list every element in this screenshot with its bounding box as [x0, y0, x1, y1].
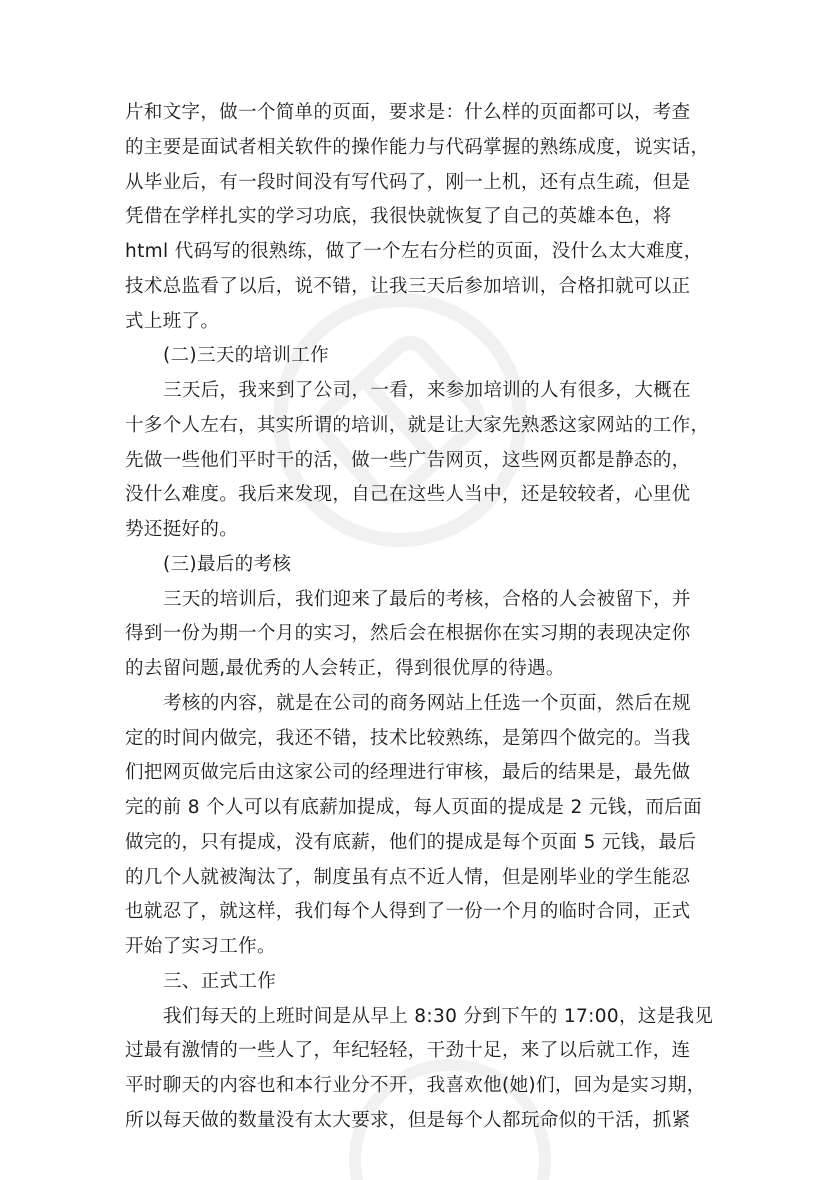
text-line: 平时聊天的内容也和本行业分不开，我喜欢他(她)们，回为是实习期，	[125, 1075, 706, 1096]
text-line: 我们每天的上班时间是从早上 8:30 分到下午的 17:00，这是我见	[163, 1005, 714, 1027]
text-line: 的主要是面试者相关软件的操作能力与代码掌握的熟练成度，说实话，	[125, 136, 710, 158]
text-line: html 代码写的很熟练，做了一个左右分栏的页面，没什么太大难度，	[125, 241, 703, 262]
section-heading: (三)最后的考核	[163, 553, 292, 575]
text-line: 所以每天做的数量没有太大要求，但是每个人都玩命似的干活，抓紧	[125, 1109, 691, 1131]
text-line: 定的时间内做完，我还不错，技术比较熟练，是第四个做完的。当我	[125, 727, 691, 749]
text-line: 没什么难度。我后来发现，自己在这些人当中，还是较较者，心里优	[125, 484, 691, 506]
text-line: 片和文字，做一个简单的页面，要求是：什么样的页面都可以，考查	[125, 102, 691, 123]
document-body	[125, 96, 715, 1139]
text-line: 做完的，只有提成，没有底薪，他们的提成是每个页面 5 元钱，最后	[125, 831, 697, 853]
text-line: 凭借在学样扎实的学习功底，我很快就恢复了自己的英雄本色，将	[125, 206, 672, 228]
text-line: 完的前 8 个人可以有底薪加提成，每人页面的提成是 2 元钱，而后面	[125, 797, 702, 818]
text-line: 从毕业后，有一段时间没有写代码了，刚一上机，还有点生疏，但是	[125, 171, 691, 193]
text-line: 考核的内容，就是在公司的商务网站上任选一个页面，然后在规	[163, 692, 691, 714]
text-line: 三天的培训后，我们迎来了最后的考核，合格的人会被留下，并	[163, 588, 691, 610]
text-line: 势还挺好的。	[125, 519, 239, 540]
text-line: 也就忍了，就这样，我们每个人得到了一份一个月的临时合同，正式	[125, 901, 691, 923]
text-line: 们把网页做完后由这家公司的经理进行审核，最后的结果是，最先做	[125, 762, 691, 784]
text-line: 的去留问题,最优秀的人会转正，得到很优厚的待遇。	[125, 658, 565, 679]
text-line: 过最有激情的一些人了，年纪轻轻，干劲十足，来了以后就工作，连	[125, 1040, 691, 1062]
section-heading: 三、正式工作	[163, 970, 277, 992]
text-line: 先做一些他们平时干的活，做一些广告网页，这些网页都是静态的，	[125, 449, 691, 471]
section-heading: (二)三天的培训工作	[163, 345, 329, 367]
text-line: 的几个人就被淘汰了，制度虽有点不近人情，但是刚毕业的学生能忍	[125, 866, 691, 888]
text-line: 三天后，我来到了公司，一看，来参加培训的人有很多，大概在	[163, 380, 691, 401]
text-line: 十多个人左右，其实所谓的培训，就是让大家先熟悉这家网站的工作，	[125, 414, 710, 436]
text-line: 技术总监看了以后，说不错，让我三天后参加培训，合格扣就可以正	[125, 275, 691, 297]
text-line: 式上班了。	[125, 310, 220, 332]
text-line: 得到一份为期一个月的实习，然后会在根据你在实习期的表现决定你	[125, 623, 691, 645]
text-line: 开始了实习工作。	[125, 936, 276, 957]
